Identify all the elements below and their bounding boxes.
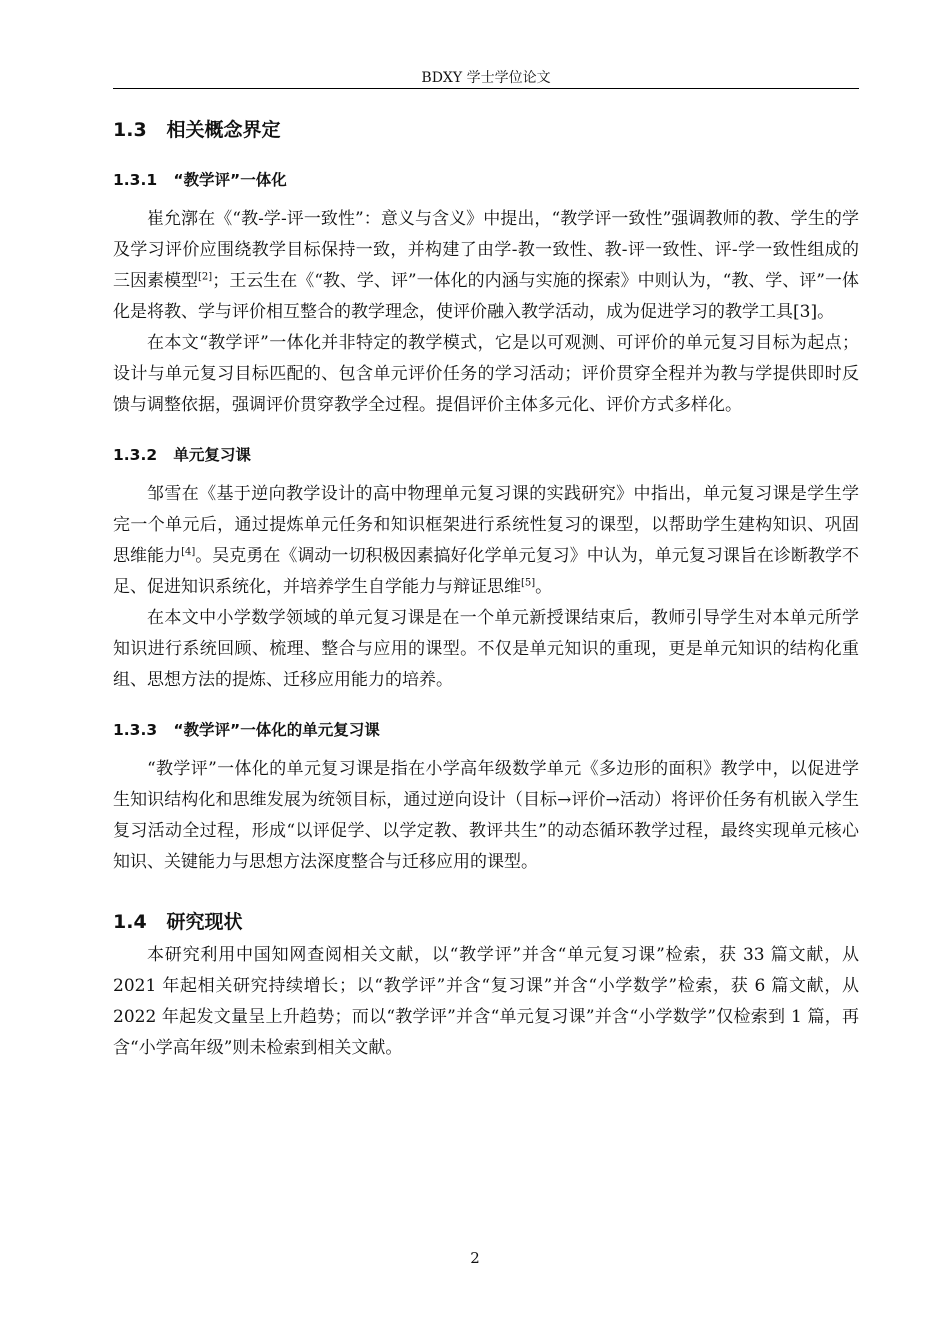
- subsection-heading-1-3-3: [113, 718, 859, 742]
- paragraph-text: 崔允漷在《“教-学-评一致性”：意义与含义》中提出，“教学评一致性”强调教师的教、学生的学及学习评价应围绕教学目标保持一致，并构建了由学-教一致性、教-评一致性、评-学一致性组成的三因素模型: [113, 209, 859, 291]
- paragraph: 在本文“教学评”一体化并非特定的教学模式，它是以可观测、可评价的单元复习目标为起点；设计与单元复习目标匹配的、包含单元评价任务的学习活动；评价贯穿全程并为教与学提供即时反馈与调整依据，强调评价贯穿教学全过程。提倡评价主体多元化、评价方式多样化。: [113, 333, 859, 415]
- paragraph: [113, 479, 859, 603]
- subsection-number: 1.3.3: [113, 721, 158, 739]
- header-rule: [113, 88, 859, 89]
- subsection-number: 1.3.1: [113, 171, 158, 189]
- paragraph-text: ；王云生在《“教、学、评”一体化的内涵与实施的探索》中则认为，“教、学、评”一体化是将教、学与评价相互整合的教学理念，使评价融入教学活动，成为促进学习的教学工具[3]。: [113, 271, 860, 322]
- section-title: 相关概念界定: [166, 119, 281, 141]
- page-number: 2: [470, 1249, 480, 1267]
- subsection-heading-1-3-2: [113, 443, 859, 467]
- page-body: [113, 108, 859, 1064]
- paragraph: 在本文中小学数学领域的单元复习课是在一个单元新授课结束后，教师引导学生对本单元所学知识进行系统回顾、梳理、整合与应用的课型。不仅是单元知识的重现，更是单元知识的结构化重组、思想方法的提炼、迁移应用能力的培养。: [113, 608, 859, 690]
- subsection-title: “教学评”一体化: [173, 171, 287, 189]
- section-heading-1-3: [113, 116, 859, 144]
- paragraph-text: 。: [535, 577, 553, 597]
- citation: [4]: [181, 546, 196, 558]
- citation: [2]: [198, 271, 213, 283]
- running-header: BDXY 学士学位论文: [421, 70, 551, 86]
- section-title: 研究现状: [166, 911, 243, 933]
- section-number: 1.3: [113, 119, 147, 141]
- paragraph-text: 邹雪在《基于逆向教学设计的高中物理单元复习课的实践研究》中指出，单元复习课是学生学完一个单元后，通过提炼单元任务和知识框架进行系统性复习的课型，以帮助学生建构知识、巩固思维能力: [113, 484, 859, 566]
- paragraph: “教学评”一体化的单元复习课是指在小学高年级数学单元《多边形的面积》教学中，以促进学生知识结构化和思维发展为统领目标，通过逆向设计（目标→评价→活动）将评价任务有机嵌入学生复习活动全过程，形成“以评促学、以学定教、教评共生”的动态循环教学过程，最终实现单元核心知识、关键能力与思想方法深度整合与迁移应用的课型。: [113, 759, 859, 872]
- paragraph: [113, 204, 859, 328]
- subsection-title: 单元复习课: [173, 446, 251, 464]
- paragraph: 本研究利用中国知网查阅相关文献，以“教学评”并含“单元复习课”检索，获 33 篇文献，从 2021 年起相关研究持续增长；以“教学评”并含“复习课”并含“小学数学”检索，获 6 篇文献，从 2022 年起发文量呈上升趋势；而以“教学评”并含“单元复习课”并含“小学数学”仅检索到 1 篇，再含“小学高年级”则未检索到相关文献。: [113, 945, 859, 1058]
- subsection-title: “教学评”一体化的单元复习课: [173, 721, 380, 739]
- section-heading-1-4: [113, 908, 859, 936]
- subsection-number: 1.3.2: [113, 446, 158, 464]
- section-number: 1.4: [113, 911, 147, 933]
- citation: [5]: [521, 577, 536, 589]
- subsection-heading-1-3-1: [113, 168, 859, 192]
- paragraph-text: 。吴克勇在《调动一切积极因素搞好化学单元复习》中认为，单元复习课旨在诊断教学不足、促进知识系统化，并培养学生自学能力与辩证思维: [113, 546, 859, 597]
